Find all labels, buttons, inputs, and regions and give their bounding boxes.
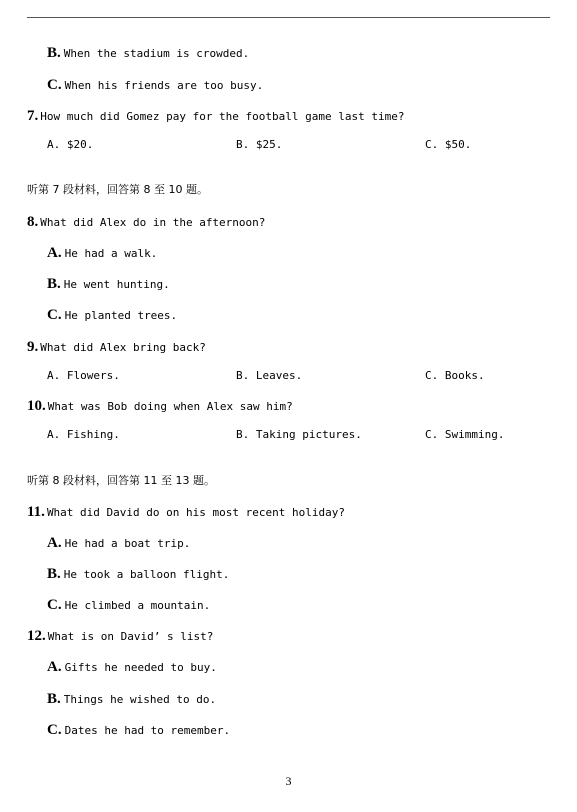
q9-option-c xyxy=(425,369,485,383)
option-text: Leaves. xyxy=(255,369,303,382)
option-label: C. xyxy=(425,369,439,382)
q11-option-a xyxy=(47,536,190,551)
option-text: He had a boat trip. xyxy=(64,537,191,550)
option-text: Taking pictures. xyxy=(255,428,362,441)
header-rule xyxy=(27,17,550,18)
question-text: What was Bob doing when Alex saw him? xyxy=(47,400,293,413)
option-label: B. xyxy=(236,369,250,382)
option-text: $20. xyxy=(66,138,94,151)
option-text: He went hunting. xyxy=(63,278,170,291)
q7-option-c xyxy=(425,138,471,152)
option-label: A. xyxy=(47,659,62,675)
question-number: 11. xyxy=(27,504,45,520)
option-text: He took a balloon flight. xyxy=(63,568,230,581)
option-text: Flowers. xyxy=(66,369,120,382)
option-text: When the stadium is crowded. xyxy=(63,47,250,60)
q12-option-c xyxy=(47,723,230,738)
question-text: What did David do on his most recent holiday? xyxy=(46,506,345,519)
option-label: B. xyxy=(47,566,61,582)
section-7-instruction: 听第 7 段材料，回答第 8 至 10 题。 xyxy=(27,183,208,196)
q12-option-a xyxy=(47,660,217,675)
option-text: He planted trees. xyxy=(64,309,178,322)
q6-option-b xyxy=(47,46,249,61)
question-7 xyxy=(27,109,405,124)
question-text: What did Alex do in the afternoon? xyxy=(40,216,266,229)
q12-option-b xyxy=(47,692,216,707)
option-label: C. xyxy=(47,307,62,323)
q9-option-b xyxy=(236,369,302,383)
question-11 xyxy=(27,505,345,520)
q10-option-b xyxy=(236,428,362,442)
option-label: C. xyxy=(47,77,62,93)
option-label: A. xyxy=(47,369,61,382)
option-label: A. xyxy=(47,245,62,261)
option-text: Swimming. xyxy=(444,428,505,441)
option-label: B. xyxy=(236,138,250,151)
option-label: C. xyxy=(425,138,439,151)
option-label: A. xyxy=(47,138,61,151)
option-text: When his friends are too busy. xyxy=(64,79,264,92)
option-text: Fishing. xyxy=(66,428,120,441)
question-number: 8. xyxy=(27,214,39,230)
q8-option-c xyxy=(47,308,177,323)
q11-option-b xyxy=(47,567,229,582)
option-label: A. xyxy=(47,535,62,551)
question-number: 10. xyxy=(27,398,46,414)
q8-option-a xyxy=(47,246,157,261)
question-text: What is on David’ s list? xyxy=(47,630,214,643)
option-text: Dates he had to remember. xyxy=(64,724,231,737)
question-10 xyxy=(27,399,293,414)
option-label: C. xyxy=(425,428,439,441)
option-label: B. xyxy=(47,691,61,707)
q10-option-a xyxy=(47,428,120,442)
page-number: 3 xyxy=(285,774,292,788)
option-label: C. xyxy=(47,722,62,738)
question-8 xyxy=(27,215,265,230)
option-text: Books. xyxy=(444,369,485,382)
option-label: A. xyxy=(47,428,61,441)
option-label: C. xyxy=(47,597,62,613)
question-text: What did Alex bring back? xyxy=(40,341,206,354)
q8-option-b xyxy=(47,277,170,292)
question-12 xyxy=(27,629,213,644)
option-text: $25. xyxy=(255,138,283,151)
question-9 xyxy=(27,340,206,355)
question-number: 7. xyxy=(27,108,39,124)
q7-option-b xyxy=(236,138,282,152)
option-text: Things he wished to do. xyxy=(63,693,217,706)
option-text: He climbed a mountain. xyxy=(64,599,211,612)
option-text: $50. xyxy=(444,138,472,151)
question-number: 12. xyxy=(27,628,46,644)
option-label: B. xyxy=(236,428,250,441)
q10-option-c xyxy=(425,428,504,442)
option-label: B. xyxy=(47,276,61,292)
q9-option-a xyxy=(47,369,120,383)
q7-option-a xyxy=(47,138,93,152)
question-text: How much did Gomez pay for the football game last time? xyxy=(40,110,405,123)
q6-option-c xyxy=(47,78,263,93)
section-8-instruction: 听第 8 段材料，回答第 11 至 13 题。 xyxy=(27,474,215,487)
option-text: He had a walk. xyxy=(64,247,158,260)
option-text: Gifts he needed to buy. xyxy=(64,661,217,674)
question-number: 9. xyxy=(27,339,39,355)
q11-option-c xyxy=(47,598,210,613)
option-label: B. xyxy=(47,45,61,61)
